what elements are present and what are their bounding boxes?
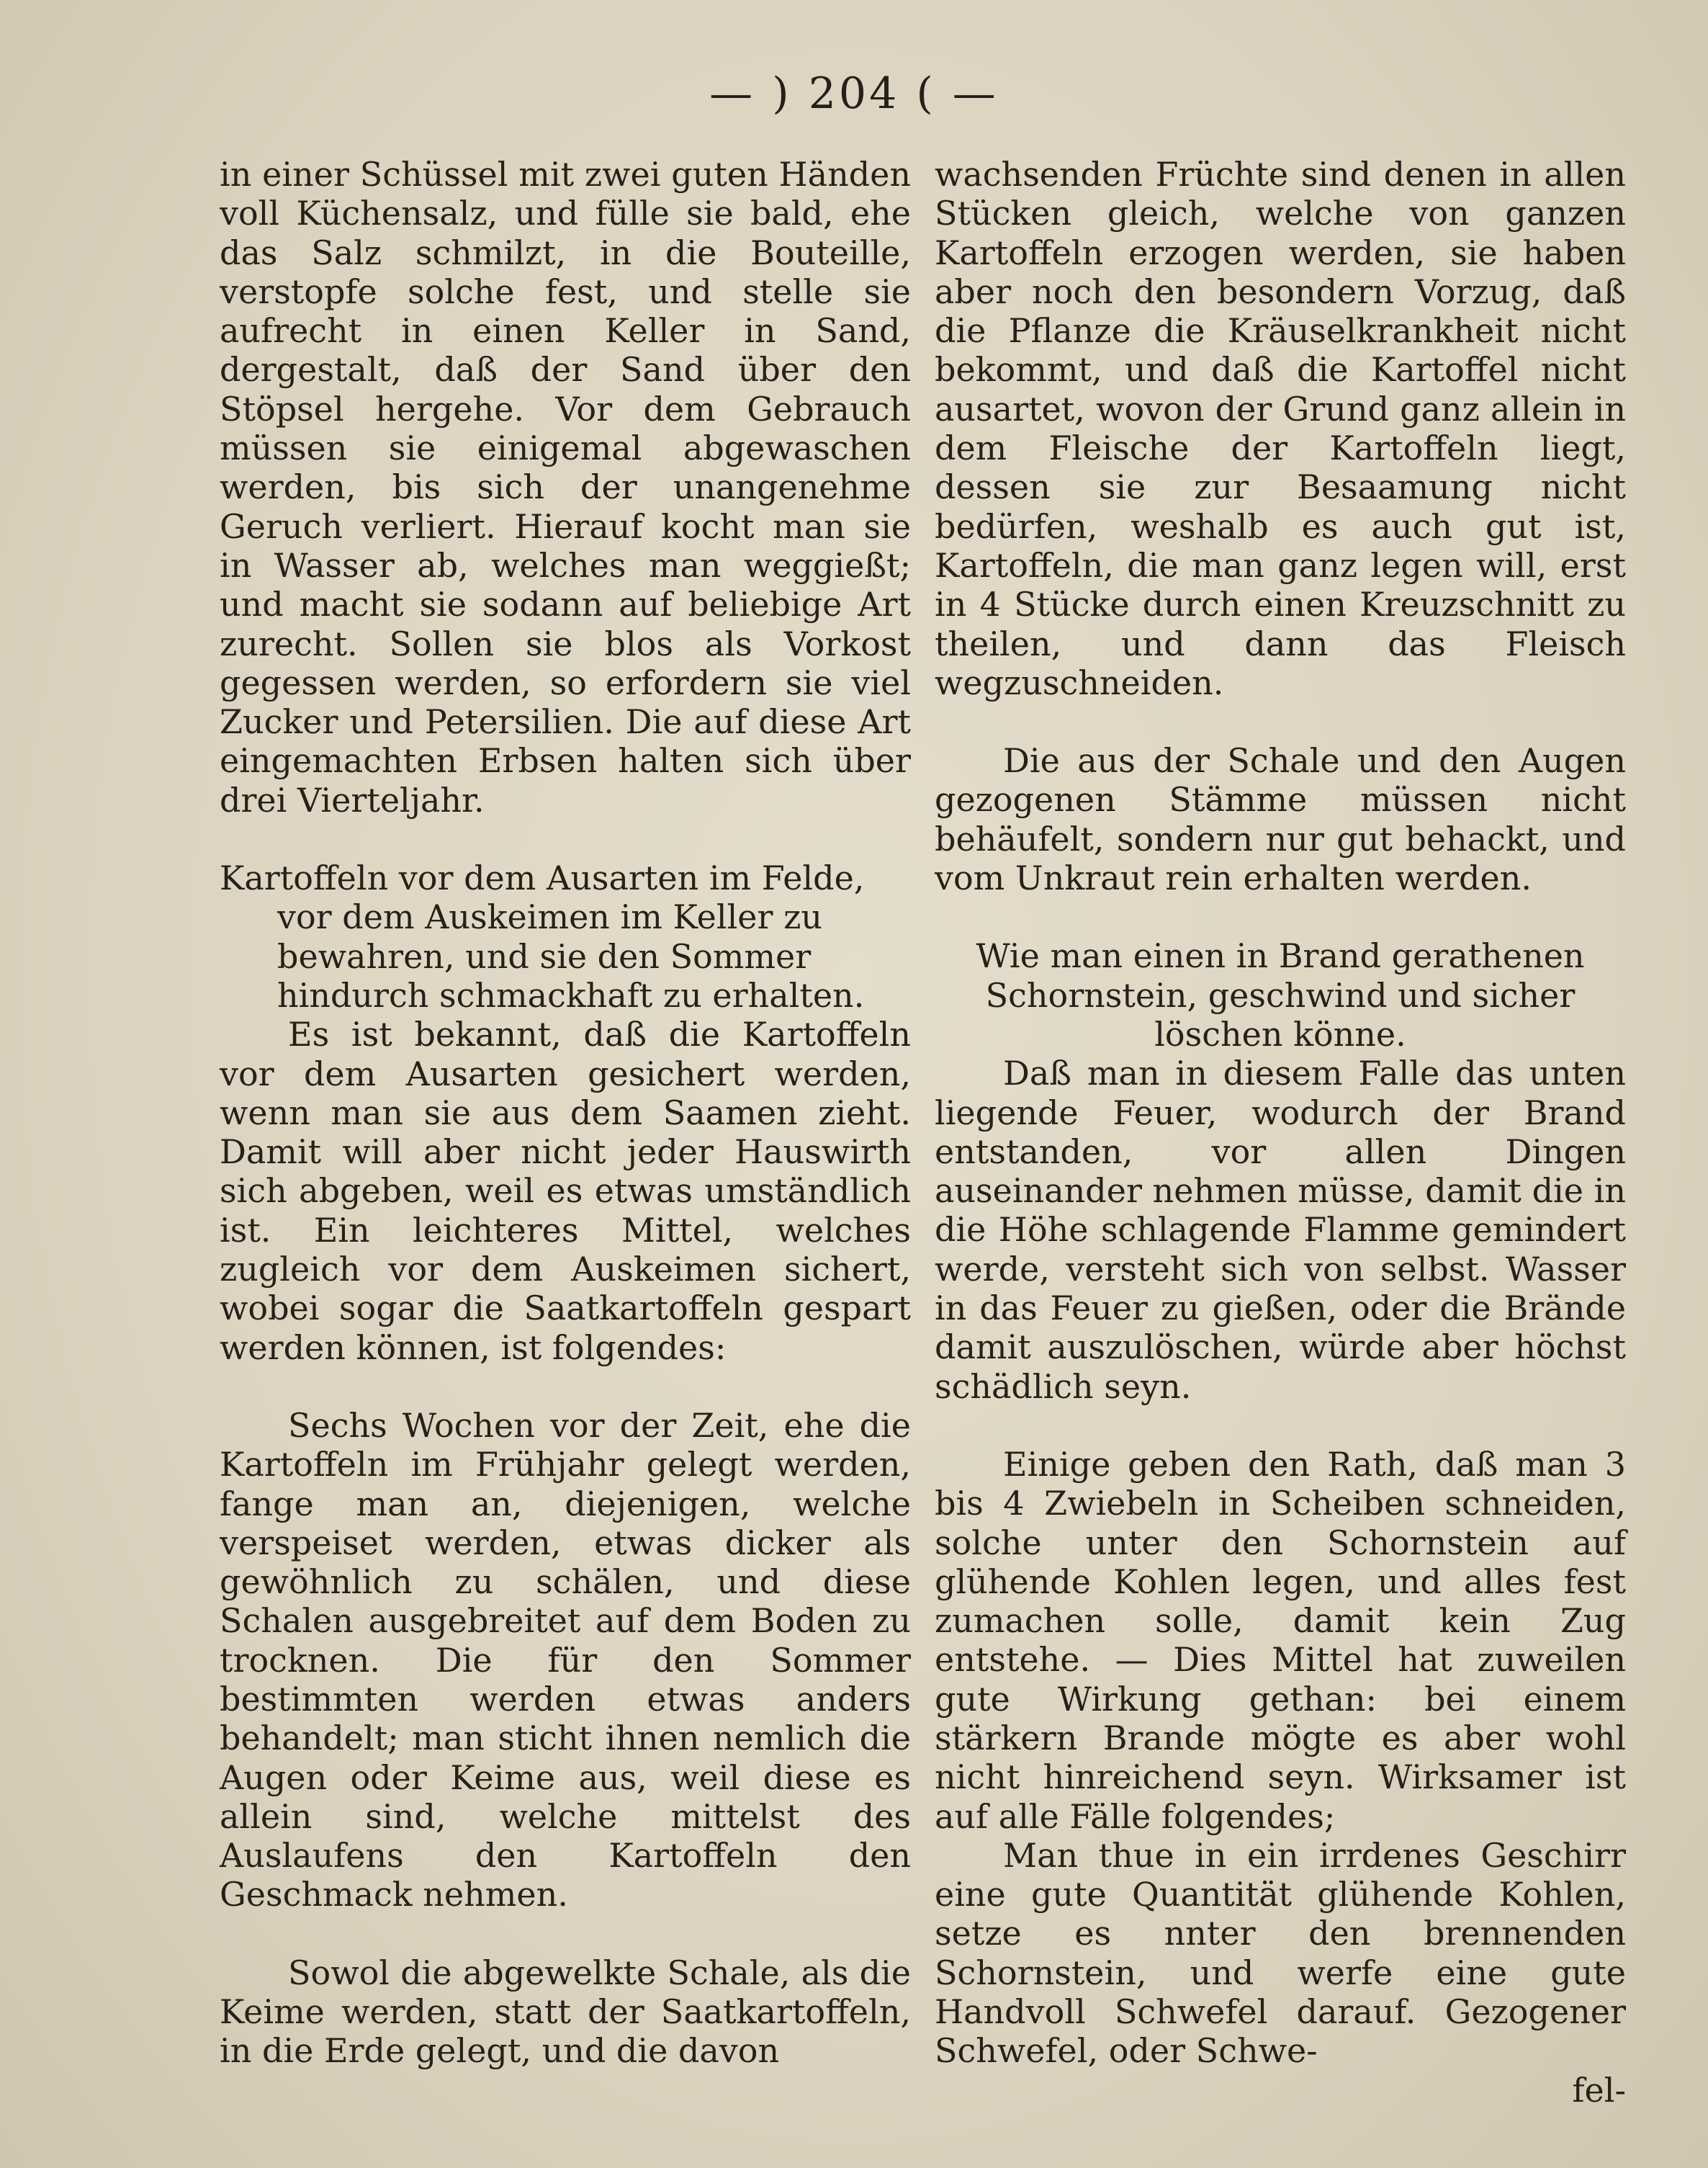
paragraph: Einige geben den Rath, daß man 3 bis 4 Zwiebeln in Scheiben schneiden, solche unter den Schornstein auf glühende Kohlen legen, und alles fest zumachen solle, damit kein Zug entstehe. — Dies Mittel hat zuweilen gute Wirkung gethan: bei einem stärkern Brande mögte es aber wohl nicht hinreichend seyn. Wirksamer ist auf alle Fälle folgendes;: [935, 1444, 1626, 1836]
page-number-header: — ) 204 ( —: [709, 68, 999, 119]
paragraph: Es ist bekannt, daß die Kartoffeln vor dem Ausarten gesichert werden, wenn man sie aus dem Saamen zieht. Damit will aber nicht jeder Hauswirth sich abgeben, weil es etwas umständlich ist. Ein leichteres Mittel, welches zugleich vor dem Auskeimen sichert, wobei sogar die Saatkartoffeln gespart werden können, ist folgendes:: [220, 1015, 911, 1367]
paragraph: Man thue in ein irrdenes Geschirr eine gute Quantität glühende Kohlen, setze es nnter den brennenden Schornstein, und werfe eine gute Handvoll Schwefel darauf. Gezogener Schwefel, oder Schwe-: [935, 1835, 1626, 2071]
paragraph: wachsenden Früchte sind denen in allen Stücken gleich, welche von ganzen Kartoffeln erzogen werden, sie haben aber noch den besondern Vorzug, daß die Pflanze die Kräuselkrankheit nicht bekommt, und daß die Kartoffel nicht ausartet, wovon der Grund ganz allein in dem Fleische der Kartoffeln liegt, dessen sie zur Besaamung nicht bedürfen, weshalb es auch gut ist, Kartoffeln, die man ganz legen will, erst in 4 Stücke durch einen Kreuzschnitt zu theilen, und dann das Fleisch wegzuschneiden.: [935, 155, 1626, 702]
paragraph: Sowol die abgewelkte Schale, als die Keime werden, statt der Saatkartoffeln, in die Erde gelegt, und die davon: [220, 1953, 911, 2071]
paragraph: Die aus der Schale und den Augen gezogenen Stämme müssen nicht behäufelt, sondern nur gut behackt, und vom Unkraut rein erhalten werden.: [935, 741, 1626, 898]
paragraph: in einer Schüssel mit zwei guten Händen voll Küchensalz, und fülle sie bald, ehe das Salz schmilzt, in die Bouteille, verstopfe solche fest, und stelle sie aufrecht in einen Keller in Sand, dergestalt, daß der Sand über den Stöpsel hergehe. Vor dem Gebrauch müssen sie einigemal abgewaschen werden, bis sich der unangenehme Geruch verliert. Hierauf kocht man sie in Wasser ab, welches man weggießt; und macht sie sodann auf beliebige Art zurecht. Sollen sie blos als Vorkost gegessen werden, so erfordern sie viel Zucker und Petersilien. Die auf diese Art eingemachten Erbsen halten sich über drei Vierteljahr.: [220, 155, 911, 820]
left-column: [220, 155, 911, 2071]
section-heading-schornstein: Wie man einen in Brand gerathenen Schornstein, geschwind und sicher löschen könne.: [976, 936, 1585, 1054]
catchword: fel-: [1572, 2070, 1626, 2110]
section-heading-kartoffeln: Kartoffeln vor dem Ausarten im Felde, vor dem Auskeimen im Keller zu bewahren, und sie den Sommer hindurch schmackhaft zu erhalten.: [220, 859, 865, 1015]
right-column: [935, 155, 1626, 2110]
paragraph: Sechs Wochen vor der Zeit, ehe die Kartoffeln im Frühjahr gelegt werden, fange man an, diejenigen, welche verspeiset werden, etwas dicker als gewöhnlich zu schälen, und diese Schalen ausgebreitet auf dem Boden zu trocknen. Die für den Sommer bestimmten werden etwas anders behandelt; man sticht ihnen nemlich die Augen oder Keime aus, weil diese es allein sind, welche mittelst des Auslaufens den Kartoffeln den Geschmack nehmen.: [220, 1405, 911, 1914]
paragraph: Daß man in diesem Falle das unten liegende Feuer, wodurch der Brand entstanden, vor allen Dingen auseinander nehmen müsse, damit die in die Höhe schlagende Flamme gemindert werde, versteht sich von selbst. Wasser in das Feuer zu gießen, oder die Brände damit auszulöschen, würde aber höchst schädlich seyn.: [935, 1054, 1626, 1406]
